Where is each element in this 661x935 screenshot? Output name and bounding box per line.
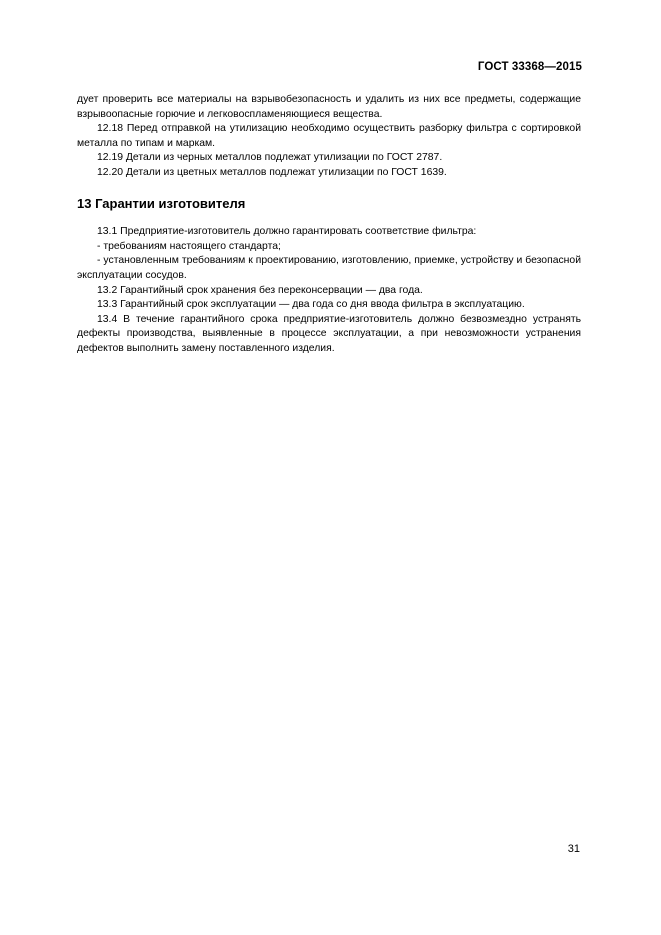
paragraph-12-18: 12.18 Перед отправкой на утилизацию необходимо осуществить разборку фильтра с сортировкой металла по типам и маркам.: [77, 123, 581, 149]
paragraph-12-20: 12.20 Детали из цветных металлов подлежат утилизации по ГОСТ 1639.: [97, 166, 447, 178]
paragraph-13-2: 13.2 Гарантийный срок хранения без переконсервации — два года.: [97, 284, 423, 296]
paragraph-13-1: 13.1 Предприятие-изготовитель должно гарантировать соответствие фильтра:: [97, 226, 477, 238]
paragraph-12-19: 12.19 Детали из черных металлов подлежат утилизации по ГОСТ 2787.: [97, 152, 443, 164]
paragraph-13-4: 13.4 В течение гарантийного срока предприятие-изготовитель должно безвозмездно устранять дефекты производства, выявленные в процессе эксплуатации, а при невозможности устранения дефектов выполнить замену поставленного изделия.: [77, 313, 581, 354]
document-header-id: ГОСТ 33368—2015: [477, 61, 582, 73]
document-body: [77, 93, 581, 357]
paragraph-13-3: 13.3 Гарантийный срок эксплуатации — два года со дня ввода фильтра в эксплуатацию.: [97, 299, 525, 311]
section-heading-13: 13 Гарантии изготовителя: [77, 195, 246, 211]
list-item-dash-1: - требованиям настоящего стандарта;: [97, 240, 281, 252]
page-number: 31: [567, 843, 580, 855]
paragraph-continuation: дует проверить все материалы на взрывобезопасность и удалить из них все предметы, содержащие взрывоопасные горючие и легковоспламеняющиеся вещества.: [77, 94, 581, 120]
list-item-dash-2: - установленным требованиям к проектированию, изготовлению, приемке, устройству и безопасной эксплуатации сосудов.: [77, 255, 581, 281]
